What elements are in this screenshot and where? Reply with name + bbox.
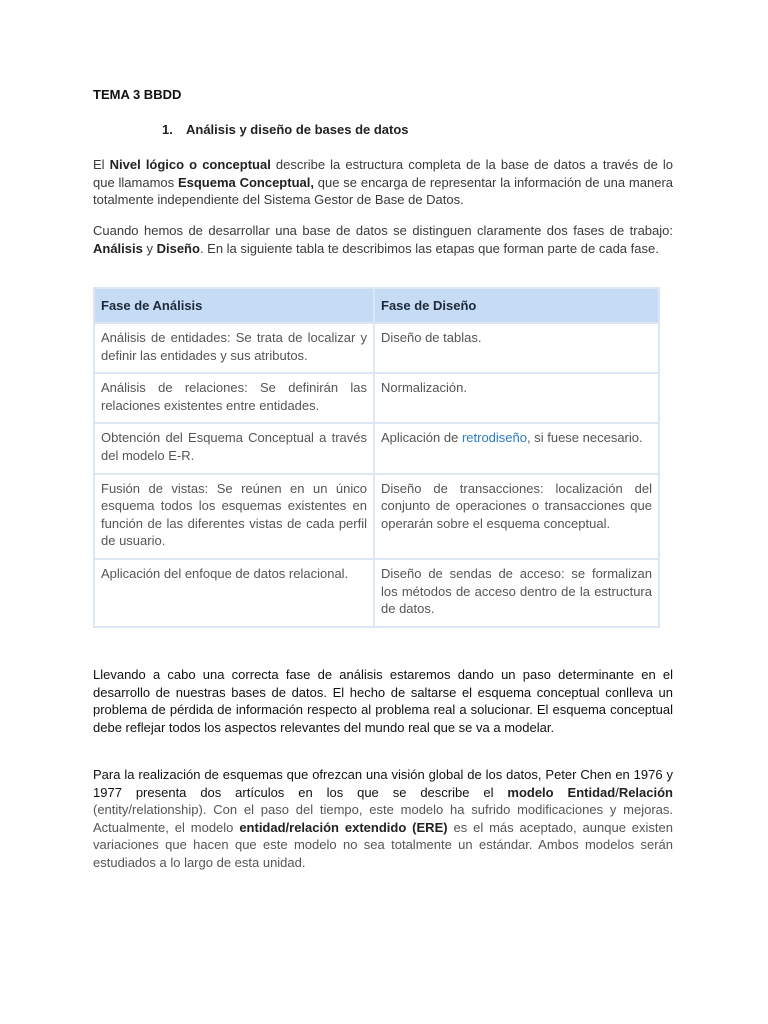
text: , si fuese necesario.: [527, 430, 643, 446]
bold-term: Diseño: [156, 240, 200, 256]
analysis-cell: Fusión de vistas: Se reúnen en un único esquema todos los esquemas existentes en función de las diferentes vistas de cada perfil de usuario.: [94, 474, 374, 559]
text: El: [93, 157, 110, 172]
analysis-cell: Análisis de relaciones: Se definirán las relaciones existentes entre entidades.: [94, 373, 374, 423]
text: . En la siguiente tabla te describimos las etapas que forman parte de cada fase.: [199, 240, 659, 256]
design-cell: Normalización.: [374, 373, 659, 423]
bold-term: Análisis: [93, 240, 143, 256]
table-row: [94, 373, 659, 423]
section-number: 1.: [162, 122, 173, 137]
design-cell: Diseño de tablas.: [374, 323, 659, 373]
table-row: [94, 423, 659, 473]
bold-term: modelo Entidad: [507, 784, 616, 800]
bold-term: Esquema Conceptual,: [177, 174, 314, 190]
analysis-cell: Obtención del Esquema Conceptual a través del modelo E-R.: [94, 423, 374, 473]
text: que se encarga de representar la información de una manera totalmente independiente del Sistema Gestor de Base de Datos.: [93, 174, 673, 208]
document-title: TEMA 3 BBDD: [93, 87, 182, 102]
text: /: [615, 784, 619, 800]
text: (entity/relationship). Con el paso del tiempo, este modelo ha sufrido modificaciones y mejoras. Actualmente, el modelo: [93, 802, 673, 835]
text: Cuando hemos de desarrollar una base de datos se distinguen claramente dos fases de trabajo:: [93, 223, 673, 238]
text: y: [142, 240, 157, 256]
header-fase-diseno: Fase de Diseño: [374, 288, 659, 323]
analysis-cell: Aplicación del enfoque de datos relacional.: [94, 559, 374, 627]
table-row: [94, 474, 659, 559]
bold-term: Nivel lógico o conceptual: [109, 157, 271, 172]
analysis-cell: Análisis de entidades: Se trata de localizar y definir las entidades y sus atributos.: [94, 323, 374, 373]
text: describe la estructura completa de la base de datos a través de lo que llamamos: [93, 157, 674, 190]
paragraph-fase-analisis: Llevando a cabo una correcta fase de análisis estaremos dando un paso determinante en el desarrollo de nuestras bases de datos. El hecho de saltarse el esquema conceptual conlleva un problema de pérdida de información respecto al problema real a solucionar. El esquema conceptual debe reflejar todos los aspectos relevantes del mundo real que se va a modelar.: [93, 667, 673, 735]
design-cell: [374, 423, 659, 473]
design-cell: Diseño de sendas de acceso: se formalizan los métodos de acceso dentro de la estructura de datos.: [374, 559, 659, 627]
design-cell: Diseño de transacciones: localización del conjunto de operaciones o transacciones que operarán sobre el esquema conceptual.: [374, 474, 659, 559]
header-fase-analisis: Fase de Análisis: [94, 288, 374, 323]
text: es el más aceptado, aunque existen variaciones que hacen que este modelo no sea totalmente un estándar. Ambos modelos serán estudiados a lo largo de esta unidad.: [93, 819, 674, 870]
retrodiseno-link[interactable]: retrodiseño: [461, 430, 527, 446]
bold-term: Relación: [618, 784, 673, 800]
section-heading-text: Análisis y diseño de bases de datos: [186, 122, 409, 137]
section-heading: [162, 122, 409, 137]
paragraph-peter-chen: [93, 766, 673, 872]
table-row: [94, 559, 659, 627]
table-header-row: [94, 288, 659, 323]
paragraph-nivel-logico: [93, 156, 673, 209]
phases-table: [93, 287, 660, 628]
paragraph-fases: [93, 222, 673, 257]
text: Aplicación de: [381, 430, 462, 446]
table-row: [94, 323, 659, 373]
bold-term: entidad/relación extendido (ERE): [239, 819, 448, 835]
text: Para la realización de esquemas que ofrezcan una visión global de los datos, Peter Chen en 1976 y 1977 presenta dos artículos en los que se describe el: [93, 767, 673, 800]
